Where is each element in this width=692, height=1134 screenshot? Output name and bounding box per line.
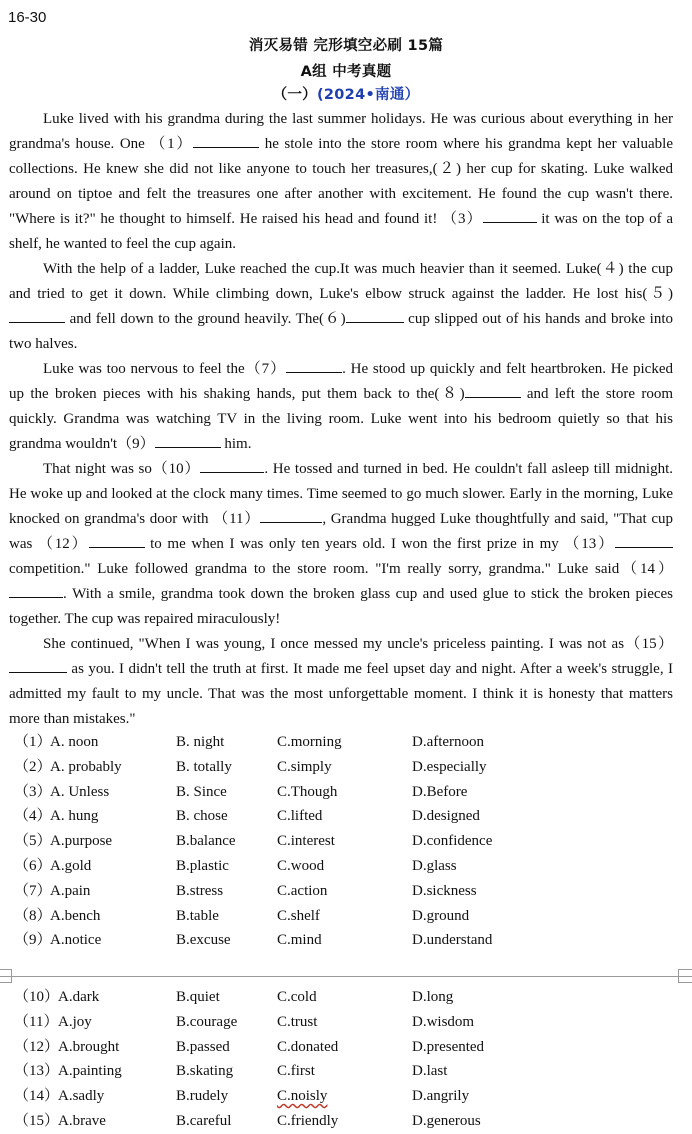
option-a: A. Unless [50,783,110,800]
option-d: D.sickness [412,882,477,899]
option-c: C.noisly [277,1088,328,1105]
option-c: C.friendly [277,1112,339,1129]
text-segment: to me when I was only ten years old. I won the first prize in my （13） [144,536,616,552]
option-row-14 [0,1084,692,1109]
section-heading [0,83,692,104]
option-c: C.interest [277,833,335,850]
option-a: A. hung [50,808,99,825]
option-d: D.Before [412,783,468,800]
option-c: C.donated [277,1038,339,1055]
option-a: A.pain [50,882,91,899]
option-c: C.Though [277,783,338,800]
option-b: B. totally [176,758,232,775]
text-segment: competition." Luke followed grandma to the store room. "I'm really sorry, grandma." Luke said（14） [9,561,673,577]
blank-14 [9,583,63,598]
paragraph-2 [9,257,673,357]
option-b: B.balance [176,833,236,850]
text-segment: and left the store room quickly. Grandma was watching TV in the living room. Luke went into his bedroom quietly so that his grandma wouldn't（9） [9,386,674,452]
question-number: （11） [14,1013,59,1030]
option-c: C.simply [277,758,332,775]
text-segment: him. [220,436,252,452]
option-a: A. noon [50,734,99,750]
text-segment: , Grandma hugged Luke thoughtfully and said, "That cup was （12） [9,511,673,552]
text-segment: as you. I didn't tell the truth at first. It made me feel upset day and night. After a week's struggle, I admitted my fault to my uncle. That was the most unforgettable moment. I think it is honesty that matters more than mistakes." [9,661,673,727]
option-a: A.bench [50,907,101,924]
option-c: C.cold [277,989,317,1005]
option-b: B.plastic [176,857,229,874]
blank-1 [193,133,259,148]
question-number: （4） [14,808,52,825]
question-number: （8） [14,907,52,924]
section-prefix: （一） [272,87,317,103]
option-b: B. chose [176,808,228,825]
option-row-8 [0,904,692,929]
text-segment: That night was so（10） [43,461,201,477]
option-d: D.designed [412,808,480,825]
document-title: 消灭易错 完形填空必刷 15篇 [248,38,444,54]
paragraph-3 [9,357,673,457]
blank-3 [483,208,537,223]
option-a: A.brought [58,1038,120,1055]
option-d: D.wisdom [412,1013,475,1030]
option-d: D.last [412,1063,448,1080]
blank-6 [346,308,404,323]
question-number: （15） [14,1112,60,1129]
options-list-part1 [0,730,692,953]
option-d: D.glass [412,857,457,874]
question-number: （2） [14,758,52,775]
option-c: C.shelf [277,907,320,924]
option-row-12 [0,1035,692,1060]
question-number: （6） [14,857,52,874]
paragraph-1 [9,107,673,257]
option-d: D.generous [412,1112,481,1129]
blank-8 [465,383,521,398]
page-number: 16-30 [8,9,47,26]
blank-7 [286,358,342,373]
question-number: （12） [14,1038,60,1055]
option-a: A.dark [58,989,100,1005]
text-segment: . He tossed and turned in bed. He couldn't fall asleep till midnight. He woke up and looked at the clock many times. Time seemed to go much slower. Early in the morning, Luke knocked on grandma's door with （11） [9,461,673,527]
page-break-marker-right [678,969,692,983]
question-number: （9） [14,932,52,949]
option-d: D.long [412,989,454,1005]
option-d: D.angrily [412,1088,470,1105]
option-row-5 [0,829,692,854]
cloze-passage [9,107,673,732]
option-b: B.quiet [176,989,220,1005]
option-c: C.trust [277,1013,318,1030]
question-number: （14） [14,1088,60,1105]
option-c: C.morning [277,734,342,750]
option-d: D.ground [412,907,470,924]
option-b: B.table [176,907,219,924]
option-c: C.wood [277,857,325,874]
option-b: B.skating [176,1063,234,1080]
group-heading: A组 中考真题 [300,64,392,80]
option-a: A.sadly [58,1088,105,1105]
text-segment: . With a smile, grandma took down the broken glass cup and used glue to stick the broken pieces together. The cup was repaired miraculously! [9,586,673,627]
text-segment: cup slipped out of his hands and broke into two halves. [9,311,674,352]
option-d: D.afternoon [412,734,485,750]
option-b: B.courage [176,1013,238,1030]
option-row-11 [0,1010,692,1035]
option-b: B. night [176,734,225,750]
option-row-15 [0,1109,692,1134]
question-number: （10） [14,989,60,1005]
text-segment: With the help of a ladder, Luke reached the cup.It was much heavier than it seemed. Luke(４) the cup and tried to get it down. While climbing down, Luke's elbow struck against the ladder. He lost his(５) [9,261,673,302]
question-number: （5） [14,833,52,850]
text-segment: he stole into the store room where his grandma kept her valuable collections. He knew she did not like anyone to touch her treasures,(２) her cup for skating. Luke walked around on tiptoe and felt the treasures one after another with excitement. He found the cup wasn't there. "Where is it?" he thought to himself. He raised his head and found it! （3） [9,136,673,227]
blank-5 [9,308,65,323]
question-number: （13） [14,1063,60,1080]
option-c: C.mind [277,932,322,949]
option-a: A. probably [50,758,122,775]
option-a: A.purpose [50,833,113,850]
blank-13 [615,533,673,548]
option-b: B.excuse [176,932,231,949]
option-row-2 [0,755,692,780]
page-break-line [0,976,692,977]
options-list-part2 [0,985,692,1134]
option-row-13 [0,1059,692,1084]
option-a: A.brave [58,1112,106,1129]
option-d: D.presented [412,1038,485,1055]
paragraph-5 [9,632,673,732]
option-row-1 [0,730,692,755]
blank-12 [89,533,145,548]
option-a: A.painting [58,1063,122,1080]
option-b: B.stress [176,882,224,899]
text-segment: . He stood up quickly and felt heartbroken. He picked up the broken pieces with his shaking hands, put them back to the(８) [9,361,673,402]
option-row-10 [0,985,692,1010]
option-d: D.especially [412,758,487,775]
option-row-4 [0,804,692,829]
option-c: C.action [277,882,328,899]
text-segment: it was on the top of a shelf, he wanted to feel the cup again. [9,211,673,252]
text-segment: Luke lived with his grandma during the last summer holidays. He was curious about everything in her grandma's house. One （1） [9,111,673,152]
blank-9 [155,433,221,448]
option-c: C.lifted [277,808,323,825]
option-c: C.first [277,1063,315,1080]
option-a: A.gold [50,857,92,874]
option-a: A.notice [50,932,102,949]
paragraph-4 [9,457,673,632]
option-b: B.rudely [176,1088,229,1105]
option-row-7 [0,879,692,904]
question-number: （1） [14,734,52,750]
text-segment: Luke was too nervous to feel the（7） [43,361,287,377]
section-source: (2024•南通） [316,87,420,103]
question-number: （7） [14,882,52,899]
option-d: D.understand [412,932,493,949]
option-d: D.confidence [412,833,493,850]
option-b: B.passed [176,1038,230,1055]
option-row-9 [0,928,692,953]
blank-10 [200,458,264,473]
option-row-3 [0,780,692,805]
question-number: （3） [14,783,52,800]
blank-11 [260,508,322,523]
option-row-6 [0,854,692,879]
option-b: B.careful [176,1112,232,1129]
blank-15 [9,658,67,673]
text-segment: and fell down to the ground heavily. The(６) [65,311,346,327]
option-b: B. Since [176,783,227,800]
option-a: A.joy [58,1013,92,1030]
text-segment: She continued, "When I was young, I once messed my uncle's priceless painting. I was not as（15） [43,636,673,652]
